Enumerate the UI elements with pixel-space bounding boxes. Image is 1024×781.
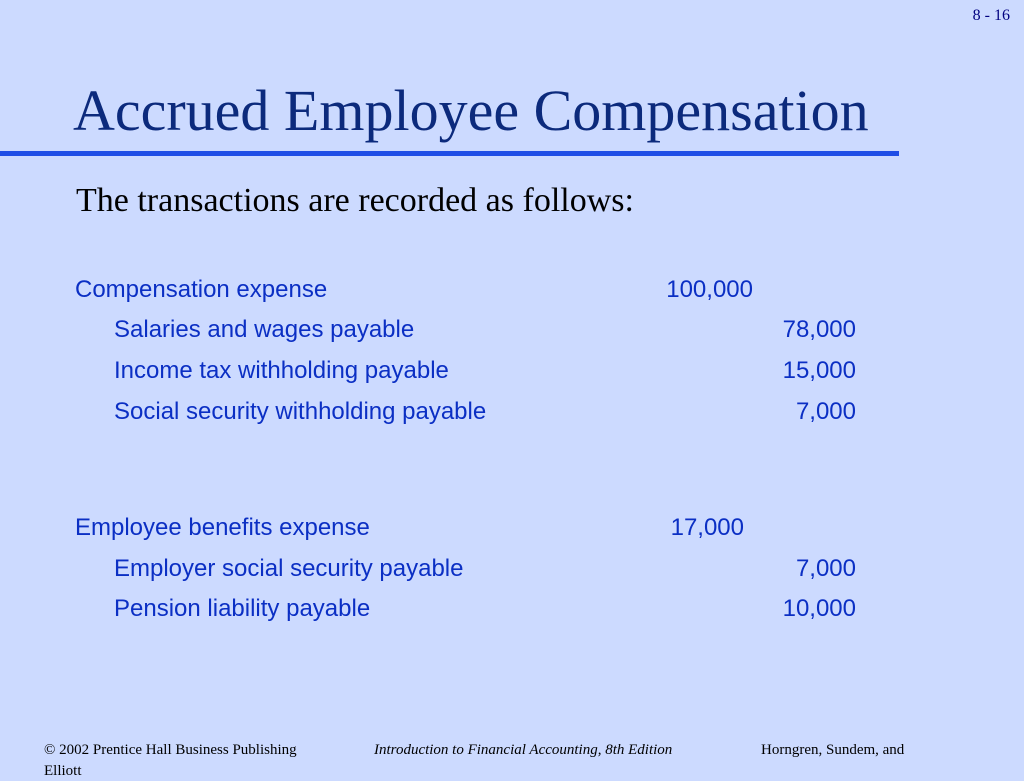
credit-line	[0, 589, 1024, 629]
credit-line	[0, 392, 1024, 432]
credit-amount: 7,000	[795, 398, 856, 425]
debit-line	[0, 270, 1024, 310]
credit-amount: 15,000	[782, 357, 856, 384]
page-number: 8 - 16	[972, 7, 1010, 24]
credit-amount: 7,000	[795, 555, 856, 582]
credit-account: Income tax withholding payable	[114, 357, 449, 384]
footer-authors-continued: Elliott	[44, 763, 82, 779]
credit-line	[0, 549, 1024, 589]
footer-book-title: Introduction to Financial Accounting, 8th Edition	[374, 742, 673, 758]
slide-subtitle: The transactions are recorded as follows:	[76, 182, 634, 219]
title-underline	[0, 151, 899, 156]
debit-amount: 17,000	[670, 514, 744, 541]
credit-account: Employer social security payable	[114, 555, 464, 582]
debit-account: Employee benefits expense	[75, 514, 370, 541]
debit-amount: 100,000	[666, 276, 753, 303]
credit-account: Salaries and wages payable	[114, 316, 415, 343]
credit-account: Pension liability payable	[114, 595, 371, 622]
slide-title: Accrued Employee Compensation	[73, 78, 869, 143]
credit-line	[0, 310, 1024, 350]
credit-amount: 10,000	[782, 595, 856, 622]
credit-account: Social security withholding payable	[114, 398, 487, 425]
footer-authors: Horngren, Sundem, and	[761, 742, 905, 758]
debit-account: Compensation expense	[75, 276, 328, 303]
credit-line	[0, 351, 1024, 391]
debit-line	[0, 508, 1024, 548]
slide-footer	[0, 740, 1024, 779]
credit-amount: 78,000	[782, 316, 856, 343]
footer-copyright: © 2002 Prentice Hall Business Publishing	[44, 742, 297, 758]
